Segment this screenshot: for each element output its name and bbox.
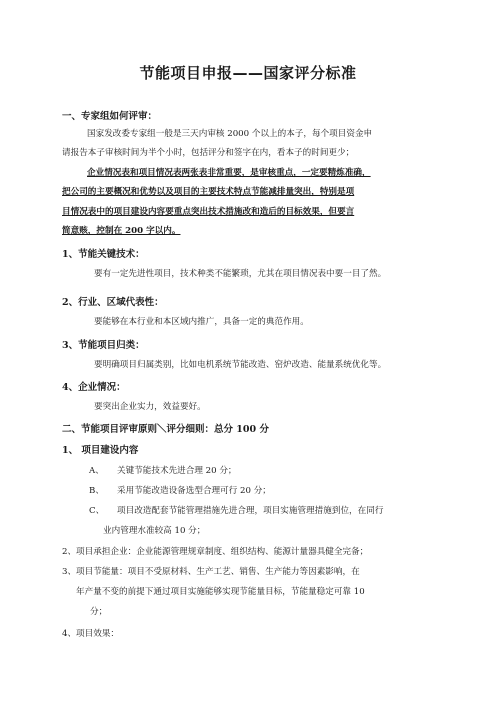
point1-heading: 1、节能关键技术： — [62, 249, 145, 260]
point1-text: 要有一定先进性项目，技术种类不能繁琐，尤其在项目情况表中要一目了然。 — [94, 269, 387, 279]
itemB-label: B、 — [89, 486, 104, 496]
point2-heading: 2、行业、区域代表性： — [62, 297, 164, 308]
itemB-text: 采用节能改造设备选型合理可行 20 分； — [117, 486, 271, 496]
item4-text: 4、项目效果： — [62, 629, 120, 639]
section1-para-line2: 请报告本子审核时间为半个小时，包括评分和签字在内，看本子的时间更少； — [62, 148, 355, 158]
section2-heading: 二、节能项目评审原则＼评分细则：总分 100 分 — [62, 424, 269, 435]
item2-text: 2、项目承担企业：企业能源管理规章制度、组织结构、能源计量器具健全完备； — [62, 547, 369, 557]
itemC-line2: 业内管理水准较高 10 分； — [103, 526, 206, 536]
document-title: 节能项目申报——国家评分标准 — [139, 64, 357, 82]
itemC-line1: 项目改造配套节能管理措施先进合理，项目实施管理措施到位，在同行 — [117, 506, 384, 516]
point3-text: 要明确项目归属类别，比如电机系统节能改造、窑炉改造、能量系统优化等。 — [94, 360, 387, 370]
point2-text: 要能够在本行业和本区域内推广，具备一定的典范作用。 — [94, 317, 309, 327]
section1-bold-line4: 简意赅，控制在 200 字以内。 — [62, 226, 181, 236]
itemA-label: A、 — [89, 466, 104, 476]
section1-para-line1: 国家发改委专家组一般是三天内审核 2000 个以上的本子，每个项目资金申 — [87, 129, 373, 139]
section1-bold-line2: 把公司的主要概况和优势以及项目的主要技术特点节能减排量突出，特别是项 — [62, 187, 355, 197]
point3-heading: 3、节能项目归类： — [62, 340, 145, 351]
point4-text: 要突出企业实力，效益要好。 — [94, 402, 206, 412]
item3-line3: 分； — [90, 607, 108, 617]
itemC-label: C、 — [89, 506, 105, 516]
section1-heading: 一、专家组如何评审： — [62, 111, 158, 122]
item3-line2: 年产量不变的前提下通过项目实施能够实现节能量目标，节能量稳定可靠 10 — [76, 587, 365, 597]
item3-line1: 3、项目节能量：项目不受原材料、生产工艺、销售、生产能力等因素影响，在 — [62, 567, 360, 577]
section2-sub1: 1、 项目建设内容 — [62, 445, 139, 456]
section1-bold-line3: 目情况表中的项目建设内容要重点突出技术措施改和造后的目标效果，但要言 — [62, 207, 355, 217]
section1-bold-line1: 企业情况表和项目情况表两张表非常重要，是审核重点，一定要精炼准确， — [87, 168, 371, 178]
point4-heading: 4、企业情况： — [62, 382, 126, 393]
itemA-text: 关键节能技术先进合理 20 分； — [117, 466, 237, 476]
